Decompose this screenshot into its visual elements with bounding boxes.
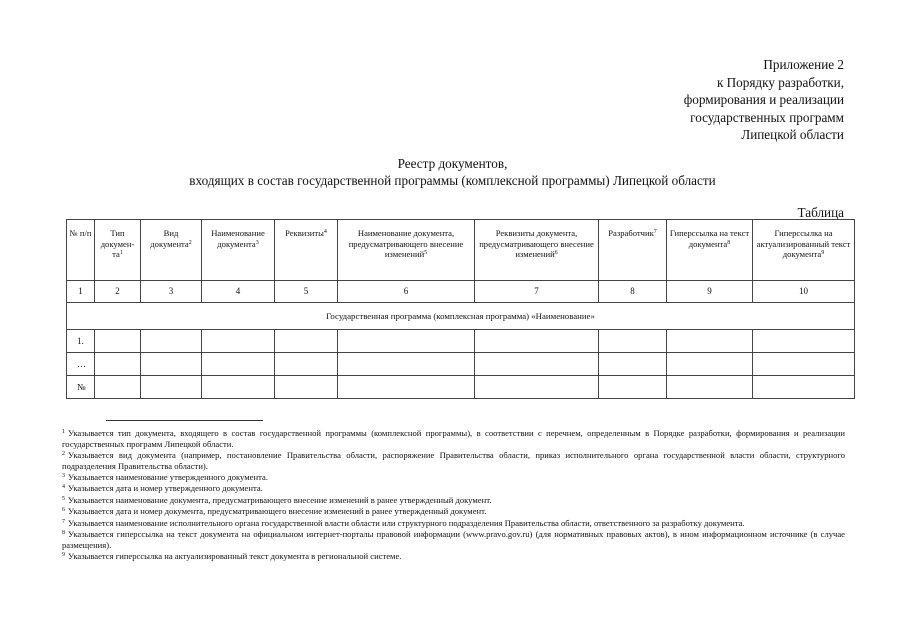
appendix-block — [684, 56, 844, 144]
header-cell: Гиперссылка на актуализированный текст документа$^9$ — [753, 220, 855, 281]
header-cell: Наименование документа, предусматривающего внесение изменений$^5$ — [338, 220, 475, 281]
column-number: 5 — [275, 281, 338, 303]
appendix-line: государственных программ — [690, 109, 844, 125]
program-name-cell: Государственная программа (комплексная программа) «Наименование» — [67, 303, 855, 330]
footnote: $^3$ Указывается наименование утвержденного документа. — [62, 471, 268, 482]
row-number: 1. — [67, 330, 95, 353]
column-number: 10 — [753, 281, 855, 303]
footnote: $^9$ Указывается гиперссылка на актуализированный текст документа в региональной системе. — [62, 550, 402, 561]
row-number: № — [67, 376, 95, 399]
column-number: 6 — [338, 281, 475, 303]
header-cell: Реквизиты$^4$ — [275, 220, 338, 281]
header-row — [67, 220, 855, 281]
registry-table — [66, 219, 855, 399]
column-number-row — [67, 281, 855, 303]
column-number: 1 — [67, 281, 95, 303]
footnote: $^6$ Указывается дата и номер документа, предусматривающего внесение изменений в ранее утвержденный документ. — [62, 506, 487, 517]
table-row — [67, 353, 855, 376]
appendix-line: Липецкой области — [741, 127, 844, 142]
table-row — [67, 330, 855, 353]
header-cell: Наименование документа$^3$ — [202, 220, 275, 281]
header-cell: Вид документа$^2$ — [141, 220, 202, 281]
title-line-2: входящих в состав государственной программы (комплексной программы) Липецкой области — [189, 173, 716, 188]
header-cell: № п/п — [67, 220, 95, 281]
row-number: … — [67, 353, 95, 376]
column-number: 8 — [599, 281, 667, 303]
header-cell: Тип докумен-$та^1$ — [95, 220, 141, 281]
table-caption: Таблица — [797, 205, 844, 220]
header-cell: Гиперссылка на текст документа$^8$ — [667, 220, 753, 281]
footnote: $^2$ Указывается вид документа (например, постановление Правительства области, распоряжение Правительства области, приказ исполнительного органа государственной власти области, структурного подразделения Правительства области). — [62, 449, 845, 471]
column-number: 7 — [475, 281, 599, 303]
footnote: $^7$ Указывается наименование исполнительного органа государственной власти области или структурного подразделения Правительства области, ответственного за разработку документа. — [62, 517, 745, 528]
footnotes — [62, 428, 845, 562]
title-line-1: Реестр документов, — [397, 156, 508, 171]
column-number: 3 — [141, 281, 202, 303]
header-cell: Разработчик$^7$ — [599, 220, 667, 281]
document-title — [0, 155, 905, 189]
footnote: $^5$ Указывается наименование документа, предусматривающего внесение изменений в ранее утвержденный документ. — [62, 494, 492, 505]
footnote: $^8$ Указывается гиперссылка на текст документа на официальном интернет-порталы правовой информации (www.pravo.gov.ru) (для нормативных правовых актов), в ином информационном источнике (в случае размещения). — [62, 528, 845, 550]
footnote: $^4$ Указывается дата и номер утвержденного документа. — [62, 483, 263, 494]
footnote: $^1$ Указывается тип документа, входящего в состав государственной программы (комплексной программы), в соответствии с перечнем, определенным в Порядке разработки, формирования и реализации государственных программ Липецкой области. — [62, 428, 845, 449]
column-number: 9 — [667, 281, 753, 303]
appendix-line: к Порядку разработки, — [716, 74, 844, 90]
footnote-separator — [106, 420, 263, 421]
appendix-line: формирования и реализации — [683, 92, 844, 107]
column-number: 4 — [202, 281, 275, 303]
table-row — [67, 376, 855, 399]
appendix-line: Приложение 2 — [763, 57, 844, 72]
program-row — [67, 303, 855, 330]
column-number: 2 — [95, 281, 141, 303]
header-cell: Реквизиты документа, предусматривающего внесение изменений$^6$ — [475, 220, 599, 281]
